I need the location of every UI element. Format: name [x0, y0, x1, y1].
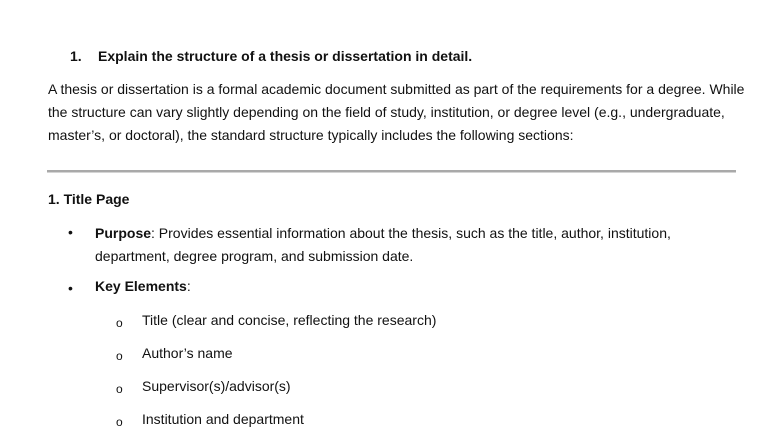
horizontal-divider [47, 170, 736, 172]
bullet-label: Purpose [95, 225, 152, 241]
section-heading: 1. Title Page [48, 191, 130, 207]
bullet-separator: : [186, 278, 191, 294]
bullet-label: Key Elements [95, 278, 187, 294]
bullet-marker: • [68, 280, 73, 296]
sub-item-title: Title (clear and concise, reflecting the research) [142, 312, 437, 328]
bullet-text: Provides essential information about the thesis, such as the title, author, institution, department, degree program, and submission date. [95, 225, 671, 264]
question-text: Explain the structure of a thesis or dissertation in detail. [98, 48, 473, 64]
intro-paragraph: A thesis or dissertation is a formal academic document submitted as part of the requirements for a degree. While the structure can vary slightly depending on the field of study, institution, or degree level (e.g., undergraduate, master’s, or doctoral), the standard structure typically includes the following sections: [48, 81, 745, 143]
bullet-purpose [95, 222, 735, 268]
sub-bullet-marker: o [116, 316, 123, 330]
question-number: 1. [70, 48, 82, 64]
bullet-key-elements [95, 278, 191, 294]
bullet-separator: : [151, 225, 159, 241]
sub-item-author: Author’s name [142, 345, 233, 361]
sub-item-supervisor: Supervisor(s)/advisor(s) [142, 378, 291, 394]
sub-bullet-marker: o [116, 415, 123, 429]
question-heading [70, 48, 472, 64]
sub-bullet-marker: o [116, 349, 123, 363]
sub-item-institution: Institution and department [142, 411, 304, 427]
sub-bullet-marker: o [116, 382, 123, 396]
bullet-marker: • [68, 224, 73, 240]
